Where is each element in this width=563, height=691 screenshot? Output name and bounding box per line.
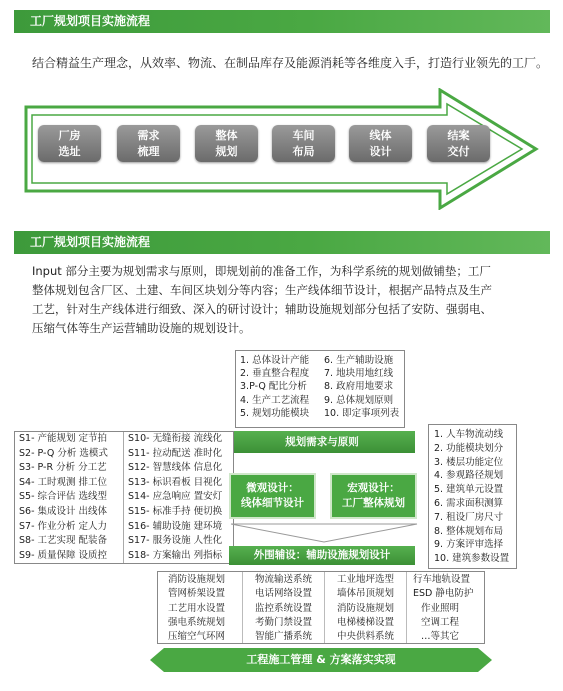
list-item: 消防设施规划: [168, 574, 226, 585]
list-item: S2- P-Q 分析 选模式: [19, 447, 108, 459]
aux-col-3: [324, 572, 406, 643]
aux-col-4: [406, 572, 484, 643]
paragraph-line: 压缩气体等生产运营辅助设施的规划设计。: [32, 321, 251, 335]
list-item: 4. 参观路径规划: [434, 470, 504, 482]
list-item: 电梯楼梯设置: [337, 616, 395, 628]
list-item: S14- 应急响应 置安灯: [128, 491, 223, 503]
list-item: 9. 总体规划原则: [324, 394, 394, 406]
box-label: 工厂整体规划: [342, 497, 405, 509]
list-item: S9- 质量保障 设质控: [19, 549, 108, 561]
list-item: S18- 方案输出 列指标: [128, 549, 223, 561]
list-item: 3.P-Q 配比分析: [240, 381, 307, 393]
section-title: 工厂规划项目实施流程: [30, 235, 151, 249]
list-item: 2. 功能模块划分: [434, 442, 504, 454]
list-item: S16- 辅助设施 建环境: [128, 520, 223, 532]
list-item: S5- 综合评估 选线型: [19, 491, 108, 503]
step-requirements: [117, 125, 180, 162]
step-label: 选址: [58, 145, 81, 158]
paragraph-line: 整体规划包含厂区、土建、车间区块划分等内容；生产线体细节设计，根据产品特点及生产: [32, 283, 492, 297]
list-item: 作业照明: [421, 602, 460, 614]
section-title: 工厂规划项目实施流程: [30, 14, 151, 28]
list-item: 7. 租设厂房尺寸: [434, 511, 504, 523]
list-item: 消防设施规划: [337, 602, 395, 614]
list-item: 1. 总体设计产能: [240, 355, 310, 366]
list-item: 考勤门禁设置: [255, 616, 313, 628]
list-item: S7- 作业分析 定人力: [19, 520, 108, 532]
list-item: ESD 静电防护: [413, 588, 474, 600]
list-item: 8. 整体规划布局: [434, 525, 504, 537]
step-label: 整体: [215, 129, 238, 142]
macro-list: [429, 425, 516, 566]
list-item: S13- 标识看板 目视化: [128, 476, 223, 488]
step-label: 需求: [137, 129, 160, 142]
list-item: S12- 智慧线体 信息化: [128, 462, 223, 474]
section-header-flow: [14, 10, 550, 33]
list-item: S11- 拉动配送 准时化: [128, 447, 223, 459]
step-label: 梳理: [137, 145, 160, 158]
requirements-list-left: [236, 351, 322, 427]
list-item: 监控系统设置: [255, 602, 313, 614]
s-list-right: [123, 432, 233, 563]
list-item: 3. 楼层功能定位: [434, 456, 504, 468]
aux-col-1: [158, 572, 242, 643]
paragraph-line: 工艺，针对生产线体进行细致、深入的研讨设计；辅助设施规划部分包括了安防、强弱电、: [32, 302, 492, 316]
list-item: 智能广播系统: [255, 631, 313, 643]
list-item: S4- 工时观测 排工位: [19, 476, 108, 488]
macro-list-box: [428, 424, 517, 569]
step-site-selection: [38, 125, 101, 162]
intro-text: 结合精益生产理念，从效率、物流、在制品库存及能源消耗等各维度入手，打造行业领先的工厂。: [32, 56, 549, 70]
list-item: S1- 产能规划 定节拍: [19, 433, 108, 444]
list-item: 中央供料系统: [337, 631, 395, 643]
box-label: 线体细节设计: [241, 497, 304, 509]
step-label: 厂房: [58, 129, 81, 142]
list-item: 行车地轨设置: [413, 574, 471, 585]
list-item: 4. 生产工艺流程: [240, 394, 310, 406]
list-item: 1. 人车物流动线: [434, 429, 504, 440]
list-item: 10. 即定事项列表: [324, 407, 400, 419]
step-label: 车间: [292, 129, 315, 142]
list-item: 空调工程: [421, 616, 460, 628]
list-item: S10- 无缝衔接 流线化: [128, 433, 223, 444]
list-item: 电话网络设置: [255, 588, 313, 600]
box-label: 宏观设计：: [347, 482, 400, 494]
list-item: 管网桥架设置: [168, 588, 226, 600]
requirements-box: [235, 350, 405, 428]
box-label: 微观设计：: [246, 482, 299, 494]
list-item: 工业地坪选型: [337, 574, 395, 585]
s-list-left: [15, 432, 123, 563]
list-item: 5. 规划功能模块: [240, 407, 310, 419]
requirements-bar: 规划需求与原则: [229, 431, 415, 453]
section-header-detail: [14, 231, 550, 254]
step-label: 设计: [369, 145, 392, 158]
list-item: 强电系统规划: [168, 616, 226, 628]
aux-facility-grid: [157, 571, 485, 644]
list-item: S15- 标准手持 便切换: [128, 505, 223, 517]
list-item: …等其它: [421, 631, 460, 643]
list-item: 压缩空气环网: [168, 631, 226, 643]
macro-design-box: [330, 473, 417, 519]
list-item: S17- 服务设施 人性化: [128, 535, 223, 547]
list-item: 6. 生产辅助设施: [324, 355, 394, 366]
detail-paragraph: [32, 262, 492, 338]
micro-design-box: [229, 473, 316, 519]
step-label: 布局: [292, 145, 315, 158]
list-item: 5. 建筑单元设置: [434, 484, 504, 496]
list-item: S6- 集成设计 出线体: [19, 505, 108, 517]
list-item: 墙体吊顶规划: [337, 588, 395, 600]
list-item: 2. 垂直整合程度: [240, 368, 310, 380]
requirements-list-right: [322, 351, 399, 427]
bottom-arrow-label: 工程施工管理 & 方案落实实现: [246, 653, 396, 666]
list-item: 10. 建筑参数设置: [434, 553, 510, 565]
list-item: 工艺用水设置: [168, 602, 226, 614]
aux-col-2: [242, 572, 324, 643]
list-item: 6. 需求面积测算: [434, 497, 504, 509]
list-item: 9. 方案评审选择: [434, 539, 504, 551]
step-delivery: [427, 125, 490, 162]
s-steps-table: [14, 431, 234, 564]
step-workshop-layout: [272, 125, 335, 162]
list-item: S8- 工艺实现 配装备: [19, 535, 108, 547]
list-item: 7. 地块用地红线: [324, 368, 394, 380]
step-label: 线体: [369, 129, 392, 142]
step-label: 规划: [215, 145, 238, 158]
step-label: 交付: [447, 145, 470, 158]
list-item: 8. 政府用地要求: [324, 381, 394, 393]
list-item: 物流输送系统: [255, 574, 313, 585]
step-overall-planning: [195, 125, 258, 162]
step-line-design: [349, 125, 412, 162]
step-label: 结案: [447, 129, 470, 142]
paragraph-line: Input 部分主要为规划需求与原则，即规划前的准备工作，为科学系统的规划做铺垫；工厂: [32, 264, 491, 278]
aux-facility-bar: 外围辅设：辅助设施规划设计: [229, 546, 415, 565]
list-item: S3- P-R 分析 分工艺: [19, 462, 107, 474]
funnel-triangle: [229, 522, 419, 544]
